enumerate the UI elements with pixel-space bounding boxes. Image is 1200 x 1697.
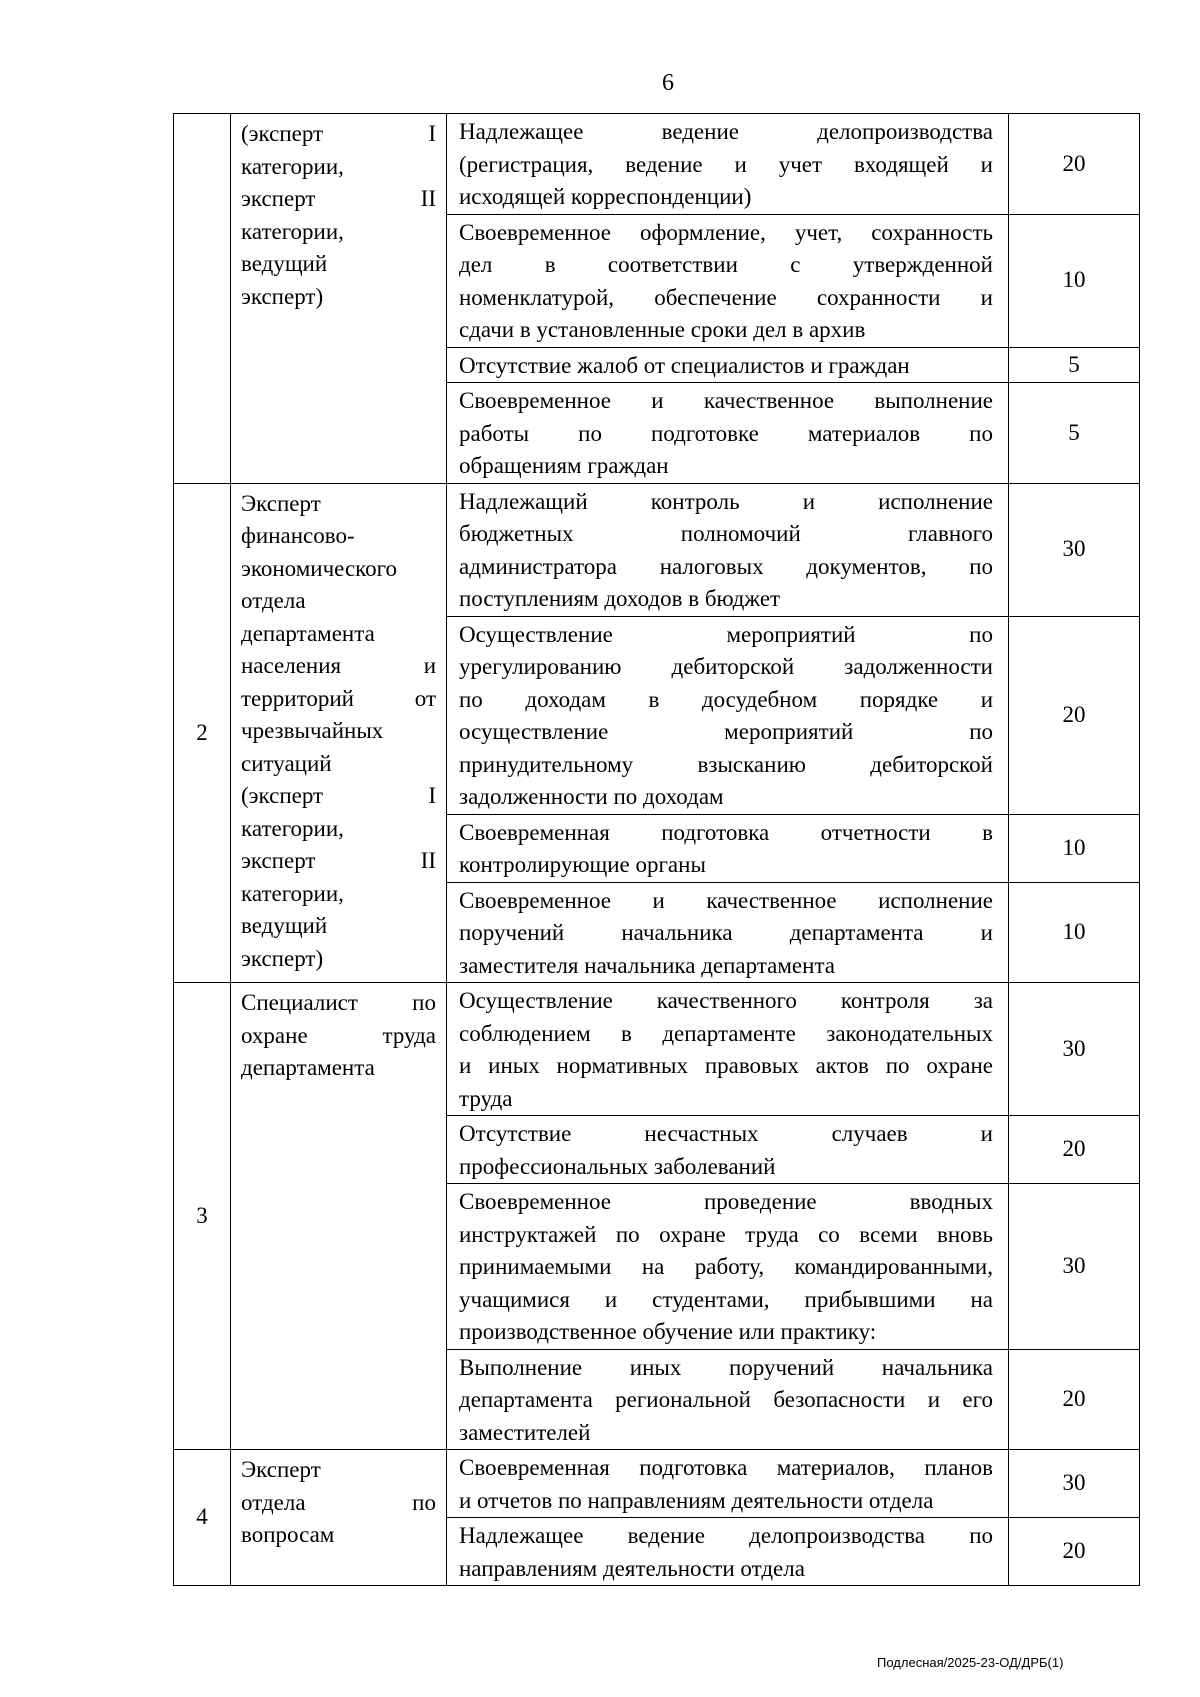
position-line: территорий от xyxy=(241,685,436,711)
points-cell: 20 xyxy=(1009,1518,1140,1586)
points-cell: 10 xyxy=(1009,814,1140,882)
indicator-line: заместителя начальника департамента xyxy=(459,952,835,978)
indicator-line: принудительному взысканию дебиторской xyxy=(459,751,993,777)
indicator-cell xyxy=(447,882,1009,983)
position-line: ситуаций xyxy=(241,750,332,776)
points-cell: 10 xyxy=(1009,882,1140,983)
indicator-line: Своевременное проведение вводных xyxy=(459,1189,993,1214)
position-cell xyxy=(231,114,447,484)
position-line: населения и xyxy=(241,653,436,678)
points-cell: 10 xyxy=(1009,214,1140,347)
indicator-line: по доходам в досудебном порядке и xyxy=(459,686,993,712)
position-line: вопросам xyxy=(241,1522,335,1547)
table-row xyxy=(174,483,1140,616)
indicator-cell xyxy=(447,483,1009,616)
indicator-line: Осуществление качественного контроля за xyxy=(459,988,993,1013)
position-line: (эксперт I xyxy=(241,121,436,146)
indicator-line: Надлежащий контроль и исполнение xyxy=(459,488,993,514)
indicator-line: Своевременное оформление, учет, сохранность xyxy=(459,219,993,245)
indicator-line: Своевременное и качественное выполнение xyxy=(459,388,993,413)
table-row xyxy=(174,114,1140,215)
position-line: категории, xyxy=(241,153,344,179)
indicator-line: Своевременное и качественное исполнение xyxy=(459,887,993,913)
points-cell: 5 xyxy=(1009,383,1140,484)
position-line: экономического xyxy=(241,555,398,581)
position-line: Специалист по xyxy=(241,990,436,1015)
indicator-line: осуществление мероприятий по xyxy=(459,719,993,744)
position-line: эксперт) xyxy=(241,945,324,971)
indicator-cell xyxy=(447,214,1009,347)
indicator-line: Надлежащее ведение делопроизводства xyxy=(459,119,993,144)
indicator-cell xyxy=(447,814,1009,882)
position-line: финансово- xyxy=(241,523,355,548)
points-cell: 30 xyxy=(1009,1184,1140,1350)
indicator-line: инструктажей по охране труда со всеми вновь xyxy=(459,1221,993,1247)
document-registration-code: Подлесная/2025-23-ОД/ДРБ(1) xyxy=(877,1655,1064,1670)
indicator-line: поручений начальника департамента и xyxy=(459,920,993,945)
indicator-cell xyxy=(447,1116,1009,1184)
indicator-line: (регистрация, ведение и учет входящей и xyxy=(459,151,993,177)
indicator-cell xyxy=(447,1184,1009,1350)
indicator-line: производственное обучение или практику: xyxy=(459,1319,877,1344)
position-line: эксперт) xyxy=(241,283,324,309)
points-cell: 5 xyxy=(1009,347,1140,383)
indicator-line: труда xyxy=(459,1085,513,1111)
indicator-line: учащимися и студентами, прибывшими на xyxy=(459,1286,993,1312)
indicator-line: направлениям деятельности отдела xyxy=(459,1555,805,1581)
indicator-cell xyxy=(447,616,1009,814)
points-cell: 30 xyxy=(1009,1450,1140,1518)
position-line: Эксперт xyxy=(241,1457,321,1482)
position-line: категории, xyxy=(241,218,344,244)
position-line: категории, xyxy=(241,880,344,906)
indicator-line: профессиональных заболеваний xyxy=(459,1153,776,1179)
indicator-line: департамента региональной безопасности и его xyxy=(459,1387,993,1412)
indicator-line: задолженности по доходам xyxy=(459,784,724,809)
indicator-cell xyxy=(447,114,1009,215)
position-line: департамента xyxy=(241,1055,375,1080)
position-line: (эксперт I xyxy=(241,783,436,808)
indicator-line: бюджетных полномочий главного xyxy=(459,521,993,546)
position-line: отдела по xyxy=(241,1489,436,1515)
row-number-cell: 3 xyxy=(174,983,231,1450)
indicator-line: урегулированию дебиторской задолженности xyxy=(459,654,993,679)
indicator-line: работы по подготовке материалов по xyxy=(459,420,993,446)
position-line: чрезвычайных xyxy=(241,718,384,743)
points-cell: 30 xyxy=(1009,983,1140,1116)
indicator-line: номенклатурой, обеспечение сохранности и xyxy=(459,284,993,310)
indicator-line: поступлениям доходов в бюджет xyxy=(459,586,781,611)
points-cell: 30 xyxy=(1009,483,1140,616)
indicator-line: Своевременная подготовка материалов, планов xyxy=(459,1455,993,1480)
indicator-line: дел в соответствии с утвержденной xyxy=(459,252,993,277)
points-cell: 20 xyxy=(1009,1116,1140,1184)
indicator-line: Осуществление мероприятий по xyxy=(459,621,993,647)
indicator-line: Надлежащее ведение делопроизводства по xyxy=(459,1523,993,1548)
indicator-line: сдачи в установленные сроки дел в архив xyxy=(459,317,866,342)
indicator-cell xyxy=(447,383,1009,484)
indicator-line: Выполнение иных поручений начальника xyxy=(459,1354,993,1380)
row-number-cell: 4 xyxy=(174,1450,231,1586)
position-line: департамента xyxy=(241,620,375,646)
indicator-cell xyxy=(447,1450,1009,1518)
indicator-line: принимаемыми на работу, командированными, xyxy=(459,1254,993,1279)
row-number-cell xyxy=(174,114,231,484)
indicator-cell xyxy=(447,983,1009,1116)
indicator-line: Отсутствие жалоб от специалистов и граждан xyxy=(459,352,910,378)
position-cell xyxy=(231,483,447,983)
table-row xyxy=(174,1450,1140,1518)
position-line: эксперт II xyxy=(241,848,436,873)
indicator-line: администратора налоговых документов, по xyxy=(459,553,993,579)
position-cell xyxy=(231,1450,447,1586)
indicator-line: Своевременная подготовка отчетности в xyxy=(459,819,993,845)
points-cell: 20 xyxy=(1009,616,1140,814)
indicator-line: обращениям граждан xyxy=(459,453,669,478)
position-cell xyxy=(231,983,447,1450)
position-line: ведущий xyxy=(241,913,328,938)
position-line: отдела xyxy=(241,588,306,613)
indicator-cell xyxy=(447,347,1009,383)
indicator-line: и отчетов по направлениям деятельности отдела xyxy=(459,1487,934,1513)
indicator-cell xyxy=(447,1518,1009,1586)
points-cell: 20 xyxy=(1009,114,1140,215)
points-cell: 20 xyxy=(1009,1349,1140,1450)
page-number: 6 xyxy=(662,70,674,96)
indicator-line: контролирующие органы xyxy=(459,852,706,877)
criteria-table xyxy=(173,113,1140,1586)
row-number-cell: 2 xyxy=(174,483,231,983)
indicator-line: Отсутствие несчастных случаев и xyxy=(459,1121,993,1146)
position-line: Эксперт xyxy=(241,490,321,516)
position-line: ведущий xyxy=(241,251,328,276)
table-row xyxy=(174,983,1140,1116)
indicator-line: соблюдением в департаменте законодательных xyxy=(459,1020,993,1046)
indicator-line: исходящей корреспонденции) xyxy=(459,184,752,209)
position-line: эксперт II xyxy=(241,186,436,211)
position-line: охране труда xyxy=(241,1022,436,1048)
indicator-cell xyxy=(447,1349,1009,1450)
indicator-line: заместителей xyxy=(459,1419,591,1445)
indicator-line: и иных нормативных правовых актов по охране xyxy=(459,1053,993,1078)
position-line: категории, xyxy=(241,815,344,841)
